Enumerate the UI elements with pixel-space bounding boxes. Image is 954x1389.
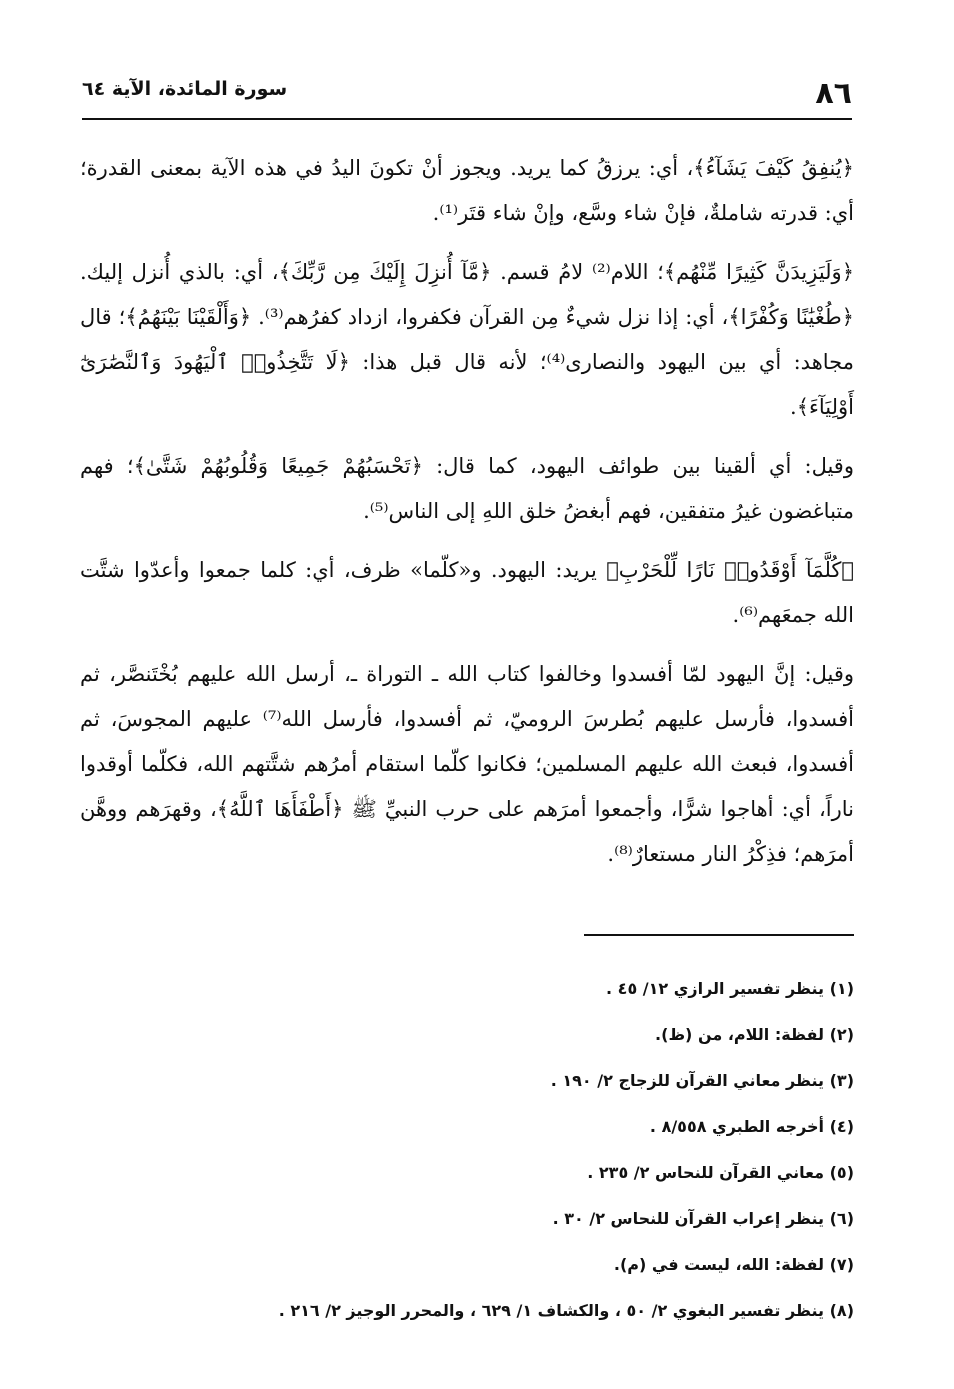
paragraph: ﴿وَلَيَزِيدَنَّ كَثِيرًا مِّنْهُم﴾؛ اللام⁽²⁾ لامُ قسم. ﴿مَّآ أُنزِلَ إِلَيْكَ مِن رَّبِّكَ﴾، أي: بالذي أُنزل إليك. ﴿طُغْيَٰنًا وَكُفْرًا﴾، أي: إذا نزل شيءٌ مِن القرآن فكفروا، ازداد كفرُهم⁽³⁾. ﴿وَأَلْقَيْنَا بَيْنَهُمُ﴾؛ قال مجاهد: أي بين اليهود والنصارى⁽⁴⁾؛ لأنه قال قبل هذا: ﴿لَا تَتَّخِذُوا۟ ٱلْيَهُودَ وَٱلنَّصَٰرَىٰٓ أَوْلِيَآءَ﴾. <box>80 260 854 419</box>
footnote: (٦) ينظر إعراب القرآن للنحاس ٢/ ٣٠ . <box>552 1209 854 1228</box>
paragraph: ﴿يُنفِقُ كَيْفَ يَشَآءُ﴾، أي: يرزقُ كما يريد. ويجوز أنْ تكونَ اليدُ في هذه الآية بمعنى القدرة؛ أي: قدرته شاملةٌ، فإنْ شاء وسَّع، وإنْ شاء قتَر⁽¹⁾. <box>80 156 854 225</box>
footnote: (٤) أخرجه الطبري ٨/٥٥٨ . <box>649 1117 854 1136</box>
running-title: سورة المائدة، الآية ٦٤ <box>82 78 288 100</box>
paragraph: وقيل: إنَّ اليهود لمّا أفسدوا وخالفوا كتاب الله ـ التوراة ـ، أرسل الله عليهم بُخْتَنصَّر، ثم أفسدوا، فأرسل عليهم بُطرسَ الروميّ، ثم أفسدوا، فأرسل الله⁽⁷⁾ عليهم المجوسَ، ثم أفسدوا، فبعث الله عليهم المسلمين؛ فكانوا كلّما استقام أمرُهم شتَّتهم الله، فكلّما أوقدوا ناراً، أي: أهاجوا شرًّا، وأجمعوا أمرَهم على حرب النبيِّ ﷺ ﴿أَطْفَأَهَا ٱللَّهُ﴾، وقهرَهم ووهَّن أمرَهم؛ فذِكْرُ النار مستعارٌ⁽⁸⁾. <box>80 662 854 866</box>
footnote: (٥) معاني القرآن للنحاس ٢/ ٢٣٥ . <box>587 1163 854 1182</box>
page-number: ٨٦ <box>815 76 852 111</box>
paragraph: ﴿كُلَّمَآ أَوْقَدُوا۟ نَارًا لِّلْحَرْبِ﴾ يريد: اليهود. و«كلّما» ظرف، أي: كلما جمعوا وأعدّوا شتَّت الله جمعَهم⁽⁶⁾. <box>80 558 854 627</box>
footnote: (٧) لفظة: الله، ليست في (م). <box>613 1255 854 1274</box>
footnote-separator <box>584 934 854 936</box>
header-rule <box>82 118 852 120</box>
footnote: (٢) لفظة: اللام، من (ظ). <box>655 1025 854 1044</box>
footnote: (٣) ينظر معاني القرآن للزجاج ٢/ ١٩٠ . <box>550 1071 854 1090</box>
paragraph: وقيل: أي ألقينا بين طوائف اليهود، كما قال: ﴿تَحْسَبُهُمْ جَمِيعًا وَقُلُوبُهُمْ شَتَّىٰ﴾؛ فهم متباغضون غيرُ متفقين، فهم أبغضُ خلق اللهِ إلى الناس⁽⁵⁾. <box>80 454 854 523</box>
footnote: (١) ينظر تفسير الرازي ١٢/ ٤٥ . <box>606 979 854 998</box>
page-header <box>82 72 852 116</box>
footnote: (٨) ينظر تفسير البغوي ٢/ ٥٠ ، والكشاف ١/ ٦٢٩ ، والمحرر الوجيز ٢/ ٢١٦ . <box>278 1301 854 1320</box>
main-text <box>80 146 854 891</box>
footnotes <box>80 966 854 1334</box>
